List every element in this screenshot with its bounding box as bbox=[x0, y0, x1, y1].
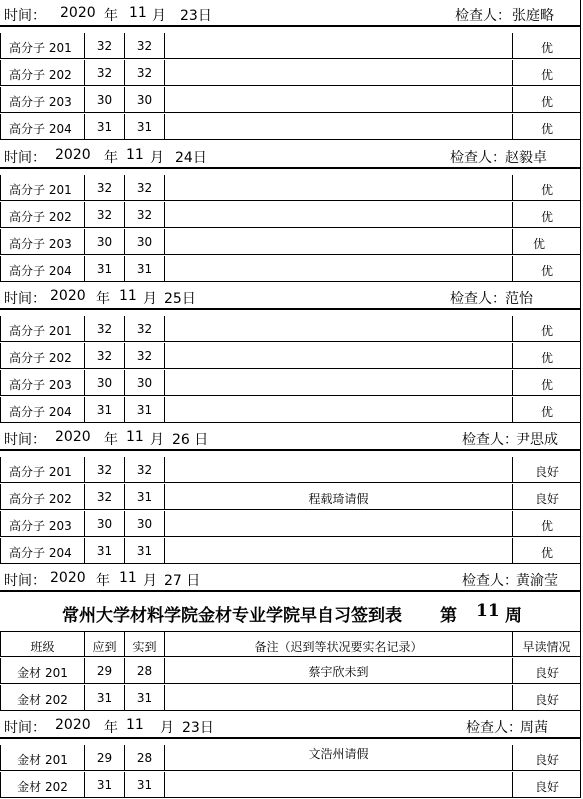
actual-count-text: 31 bbox=[136, 490, 153, 504]
due-count-text: 31 bbox=[96, 691, 113, 705]
actual-count-cell bbox=[124, 370, 164, 396]
status-cell bbox=[512, 202, 581, 228]
day-value: 27 日 bbox=[164, 573, 201, 589]
due-count-cell bbox=[84, 202, 124, 228]
column-header-row bbox=[0, 631, 581, 658]
due-count-text: 31 bbox=[96, 120, 113, 134]
status-cell bbox=[512, 457, 581, 483]
table-row bbox=[0, 33, 581, 60]
note-cell bbox=[164, 658, 512, 684]
due-count-text: 32 bbox=[96, 208, 113, 222]
actual-count-cell bbox=[124, 484, 164, 510]
inspector-name: 尹思成 bbox=[516, 432, 558, 448]
col-status bbox=[512, 631, 581, 657]
class-text: 高分子 204 bbox=[9, 405, 72, 419]
month-unit: 月 bbox=[143, 291, 157, 307]
year-unit: 年 bbox=[96, 573, 110, 589]
class-text: 金材 202 bbox=[17, 693, 68, 707]
actual-count-text: 31 bbox=[136, 120, 153, 134]
week-label: 第 bbox=[440, 606, 457, 626]
year-unit: 年 bbox=[104, 720, 118, 736]
due-count-cell bbox=[84, 229, 124, 255]
year-unit: 年 bbox=[104, 8, 118, 24]
actual-count-text: 28 bbox=[136, 751, 153, 765]
due-count-text: 30 bbox=[96, 93, 113, 107]
year-value: 2020 bbox=[50, 570, 86, 586]
note-text: 蔡宇欣未到 bbox=[308, 665, 369, 679]
status-text: 良好 bbox=[535, 465, 560, 479]
note-cell bbox=[164, 87, 512, 113]
actual-count-cell bbox=[124, 175, 164, 201]
status-cell bbox=[512, 772, 581, 798]
actual-count-text: 31 bbox=[136, 262, 153, 276]
table-row bbox=[0, 658, 581, 685]
actual-count-cell bbox=[124, 202, 164, 228]
actual-count-cell bbox=[124, 256, 164, 282]
status-cell bbox=[512, 114, 581, 140]
actual-count-cell bbox=[124, 685, 164, 711]
date-header bbox=[0, 424, 581, 451]
status-text: 优 bbox=[541, 351, 554, 365]
actual-count-cell bbox=[124, 397, 164, 423]
note-cell bbox=[164, 33, 512, 59]
status-text: 优 bbox=[541, 405, 554, 419]
status-text: 良好 bbox=[535, 693, 560, 707]
table-row bbox=[0, 256, 581, 283]
status-cell bbox=[512, 175, 581, 201]
due-count-cell bbox=[84, 397, 124, 423]
class-cell bbox=[0, 457, 84, 483]
due-count-cell bbox=[84, 87, 124, 113]
class-text: 高分子 201 bbox=[9, 183, 72, 197]
date-header bbox=[0, 0, 581, 27]
due-count-cell bbox=[84, 511, 124, 537]
date-header bbox=[0, 142, 581, 169]
class-cell bbox=[0, 772, 84, 798]
day-value: 24日 bbox=[175, 150, 207, 166]
inspector-label: 检查人： bbox=[462, 432, 518, 448]
table-row bbox=[0, 114, 581, 141]
table-row bbox=[0, 745, 581, 772]
due-count-cell bbox=[84, 256, 124, 282]
due-count-text: 32 bbox=[96, 66, 113, 80]
class-text: 金材 201 bbox=[17, 666, 68, 680]
actual-count-cell bbox=[124, 114, 164, 140]
note-cell bbox=[164, 511, 512, 537]
month-value: 11 bbox=[119, 288, 137, 304]
table-row bbox=[0, 202, 581, 229]
actual-count-text: 32 bbox=[136, 66, 153, 80]
table-row bbox=[0, 343, 581, 370]
status-text: 优 bbox=[541, 122, 554, 136]
class-cell bbox=[0, 87, 84, 113]
due-count-text: 31 bbox=[96, 544, 113, 558]
class-cell bbox=[0, 175, 84, 201]
due-count-text: 29 bbox=[96, 751, 113, 765]
actual-count-text: 31 bbox=[136, 403, 153, 417]
status-text: 优 bbox=[541, 183, 554, 197]
due-count-text: 30 bbox=[96, 235, 113, 249]
month-unit: 月 bbox=[160, 720, 174, 736]
year-value: 2020 bbox=[55, 717, 91, 733]
table-row bbox=[0, 484, 581, 511]
actual-count-text: 32 bbox=[136, 322, 153, 336]
table-row bbox=[0, 175, 581, 202]
actual-count-text: 32 bbox=[136, 181, 153, 195]
status-text: 优 bbox=[541, 68, 554, 82]
year-unit: 年 bbox=[96, 291, 110, 307]
class-cell bbox=[0, 316, 84, 342]
actual-count-text: 32 bbox=[136, 349, 153, 363]
year-unit: 年 bbox=[104, 432, 118, 448]
status-cell bbox=[512, 370, 581, 396]
status-text: 良好 bbox=[535, 780, 560, 794]
status-text: 优 bbox=[541, 324, 554, 338]
class-cell bbox=[0, 370, 84, 396]
note-cell bbox=[164, 175, 512, 201]
class-cell bbox=[0, 658, 84, 684]
header-underline bbox=[0, 590, 581, 592]
time-label: 时间： bbox=[4, 8, 46, 24]
header-underline bbox=[0, 167, 581, 169]
note-cell bbox=[164, 538, 512, 564]
actual-count-cell bbox=[124, 538, 164, 564]
date-header bbox=[0, 283, 581, 310]
class-text: 金材 201 bbox=[17, 753, 68, 767]
table-row bbox=[0, 538, 581, 565]
day-value: 23日 bbox=[180, 8, 212, 24]
status-text: 优 bbox=[541, 378, 554, 392]
status-text: 优 bbox=[541, 95, 554, 109]
due-count-cell bbox=[84, 114, 124, 140]
actual-count-text: 32 bbox=[136, 463, 153, 477]
note-cell bbox=[164, 202, 512, 228]
class-cell bbox=[0, 202, 84, 228]
header-underline bbox=[0, 449, 581, 451]
inspector-label: 检查人： bbox=[466, 720, 522, 736]
status-text: 优 bbox=[541, 41, 554, 55]
class-cell bbox=[0, 484, 84, 510]
week-unit: 周 bbox=[505, 606, 522, 626]
actual-count-text: 31 bbox=[136, 778, 153, 792]
inspector-name: 范怡 bbox=[505, 291, 533, 307]
class-cell bbox=[0, 538, 84, 564]
table-row bbox=[0, 229, 581, 256]
due-count-cell bbox=[84, 175, 124, 201]
status-cell bbox=[512, 33, 581, 59]
year-value: 2020 bbox=[55, 147, 91, 163]
class-cell bbox=[0, 745, 84, 771]
note-text: 程载琦请假 bbox=[308, 492, 369, 506]
due-count-cell bbox=[84, 685, 124, 711]
note-cell bbox=[164, 745, 512, 771]
due-count-text: 32 bbox=[96, 322, 113, 336]
class-text: 高分子 201 bbox=[9, 324, 72, 338]
class-text: 高分子 203 bbox=[9, 237, 72, 251]
status-text: 良好 bbox=[535, 666, 560, 680]
note-cell bbox=[164, 229, 512, 255]
year-value: 2020 bbox=[55, 429, 91, 445]
class-text: 高分子 202 bbox=[9, 492, 72, 506]
month-value: 11 bbox=[119, 570, 137, 586]
due-count-cell bbox=[84, 316, 124, 342]
note-cell bbox=[164, 256, 512, 282]
status-cell bbox=[512, 229, 581, 255]
date-header bbox=[0, 712, 581, 739]
status-cell bbox=[512, 658, 581, 684]
class-text: 高分子 201 bbox=[9, 41, 72, 55]
due-count-text: 30 bbox=[96, 376, 113, 390]
col-status-label: 早读情况 bbox=[522, 640, 571, 654]
table-row bbox=[0, 370, 581, 397]
status-text: 优 bbox=[533, 237, 546, 251]
status-cell bbox=[512, 484, 581, 510]
week-number: 11 bbox=[476, 601, 500, 621]
note-cell bbox=[164, 457, 512, 483]
actual-count-text: 30 bbox=[136, 235, 153, 249]
status-text: 优 bbox=[541, 546, 554, 560]
year-unit: 年 bbox=[104, 150, 118, 166]
actual-count-text: 31 bbox=[136, 544, 153, 558]
status-cell bbox=[512, 60, 581, 86]
due-count-text: 31 bbox=[96, 403, 113, 417]
class-cell bbox=[0, 397, 84, 423]
actual-count-text: 31 bbox=[136, 691, 153, 705]
col-note bbox=[164, 631, 512, 657]
note-text: 文浩州请假 bbox=[308, 747, 369, 761]
class-cell bbox=[0, 685, 84, 711]
due-count-text: 32 bbox=[96, 463, 113, 477]
due-count-text: 30 bbox=[96, 517, 113, 531]
class-cell bbox=[0, 60, 84, 86]
class-cell bbox=[0, 256, 84, 282]
class-text: 高分子 202 bbox=[9, 68, 72, 82]
status-cell bbox=[512, 343, 581, 369]
status-cell bbox=[512, 256, 581, 282]
table-row bbox=[0, 316, 581, 343]
inspector-name: 赵毅卓 bbox=[505, 150, 547, 166]
actual-count-cell bbox=[124, 316, 164, 342]
table-row bbox=[0, 457, 581, 484]
actual-count-text: 30 bbox=[136, 93, 153, 107]
due-count-text: 32 bbox=[96, 181, 113, 195]
month-unit: 月 bbox=[143, 573, 157, 589]
class-text: 高分子 204 bbox=[9, 264, 72, 278]
month-value: 11 bbox=[126, 429, 144, 445]
table-row bbox=[0, 511, 581, 538]
time-label: 时间： bbox=[4, 720, 46, 736]
month-value: 11 bbox=[129, 5, 147, 21]
note-cell bbox=[164, 114, 512, 140]
due-count-cell bbox=[84, 343, 124, 369]
col-class-label: 班级 bbox=[30, 640, 55, 654]
due-count-cell bbox=[84, 33, 124, 59]
actual-count-text: 32 bbox=[136, 208, 153, 222]
col-class bbox=[0, 631, 84, 657]
status-cell bbox=[512, 538, 581, 564]
header-underline bbox=[0, 308, 581, 310]
due-count-text: 32 bbox=[96, 490, 113, 504]
col-due-label: 应到 bbox=[92, 640, 117, 654]
status-cell bbox=[512, 685, 581, 711]
note-cell bbox=[164, 685, 512, 711]
class-text: 高分子 202 bbox=[9, 210, 72, 224]
inspector-label: 检查人： bbox=[450, 291, 506, 307]
actual-count-cell bbox=[124, 511, 164, 537]
due-count-text: 31 bbox=[96, 262, 113, 276]
inspector-label: 检查人： bbox=[450, 150, 506, 166]
actual-count-text: 32 bbox=[136, 39, 153, 53]
actual-count-cell bbox=[124, 229, 164, 255]
status-cell bbox=[512, 745, 581, 771]
status-cell bbox=[512, 397, 581, 423]
due-count-cell bbox=[84, 772, 124, 798]
date-header bbox=[0, 565, 581, 592]
header-underline bbox=[0, 25, 581, 27]
col-note-label: 备注（迟到等状况要实名记录） bbox=[254, 640, 423, 654]
actual-count-cell bbox=[124, 60, 164, 86]
note-cell bbox=[164, 772, 512, 798]
table-row bbox=[0, 87, 581, 114]
class-text: 高分子 202 bbox=[9, 351, 72, 365]
month-unit: 月 bbox=[150, 432, 164, 448]
note-cell bbox=[164, 343, 512, 369]
actual-count-text: 30 bbox=[136, 517, 153, 531]
month-unit: 月 bbox=[150, 150, 164, 166]
actual-count-cell bbox=[124, 772, 164, 798]
time-label: 时间： bbox=[4, 291, 46, 307]
actual-count-text: 28 bbox=[136, 664, 153, 678]
actual-count-cell bbox=[124, 343, 164, 369]
inspector-name: 黄渝莹 bbox=[516, 573, 558, 589]
actual-count-cell bbox=[124, 87, 164, 113]
day-value: 23日 bbox=[182, 720, 214, 736]
due-count-cell bbox=[84, 745, 124, 771]
class-cell bbox=[0, 229, 84, 255]
actual-count-cell bbox=[124, 33, 164, 59]
actual-count-cell bbox=[124, 658, 164, 684]
table-row bbox=[0, 772, 581, 799]
col-actual bbox=[124, 631, 164, 657]
note-cell bbox=[164, 397, 512, 423]
status-cell bbox=[512, 511, 581, 537]
due-count-text: 32 bbox=[96, 39, 113, 53]
status-text: 良好 bbox=[535, 492, 560, 506]
title-main: 常州大学材料学院金材专业学院早自习签到表 bbox=[62, 606, 402, 626]
class-cell bbox=[0, 511, 84, 537]
status-text: 优 bbox=[541, 264, 554, 278]
inspector-label: 检查人： bbox=[462, 573, 518, 589]
inspector-name: 张庭略 bbox=[512, 8, 554, 24]
day-value: 26 日 bbox=[172, 432, 209, 448]
due-count-cell bbox=[84, 484, 124, 510]
class-text: 高分子 204 bbox=[9, 546, 72, 560]
due-count-text: 32 bbox=[96, 349, 113, 363]
status-cell bbox=[512, 316, 581, 342]
col-actual-label: 实到 bbox=[132, 640, 157, 654]
class-text: 高分子 201 bbox=[9, 465, 72, 479]
status-text: 优 bbox=[541, 519, 554, 533]
year-value: 2020 bbox=[60, 5, 96, 21]
class-text: 金材 202 bbox=[17, 780, 68, 794]
actual-count-cell bbox=[124, 457, 164, 483]
class-text: 高分子 203 bbox=[9, 519, 72, 533]
actual-count-cell bbox=[124, 745, 164, 771]
table-row bbox=[0, 60, 581, 87]
note-cell bbox=[164, 316, 512, 342]
class-text: 高分子 203 bbox=[9, 378, 72, 392]
status-text: 优 bbox=[541, 210, 554, 224]
time-label: 时间： bbox=[4, 150, 46, 166]
sheet-title bbox=[0, 597, 581, 629]
class-text: 高分子 204 bbox=[9, 122, 72, 136]
note-cell bbox=[164, 370, 512, 396]
table-row bbox=[0, 397, 581, 424]
due-count-cell bbox=[84, 370, 124, 396]
class-text: 高分子 203 bbox=[9, 95, 72, 109]
time-label: 时间： bbox=[4, 573, 46, 589]
day-value: 25日 bbox=[164, 291, 196, 307]
due-count-cell bbox=[84, 658, 124, 684]
month-value: 11 bbox=[126, 147, 144, 163]
status-text: 良好 bbox=[535, 753, 560, 767]
time-label: 时间： bbox=[4, 432, 46, 448]
actual-count-text: 30 bbox=[136, 376, 153, 390]
class-cell bbox=[0, 343, 84, 369]
header-underline bbox=[0, 737, 581, 739]
inspector-name: 周茜 bbox=[520, 720, 548, 736]
due-count-cell bbox=[84, 457, 124, 483]
month-unit: 月 bbox=[152, 8, 166, 24]
inspector-label: 检查人： bbox=[455, 8, 511, 24]
month-value: 11 bbox=[126, 717, 144, 733]
class-cell bbox=[0, 114, 84, 140]
due-count-text: 29 bbox=[96, 664, 113, 678]
status-cell bbox=[512, 87, 581, 113]
note-cell bbox=[164, 484, 512, 510]
class-cell bbox=[0, 33, 84, 59]
table-row bbox=[0, 685, 581, 712]
col-due bbox=[84, 631, 124, 657]
note-cell bbox=[164, 60, 512, 86]
due-count-cell bbox=[84, 60, 124, 86]
due-count-text: 31 bbox=[96, 778, 113, 792]
year-value: 2020 bbox=[50, 288, 86, 304]
due-count-cell bbox=[84, 538, 124, 564]
